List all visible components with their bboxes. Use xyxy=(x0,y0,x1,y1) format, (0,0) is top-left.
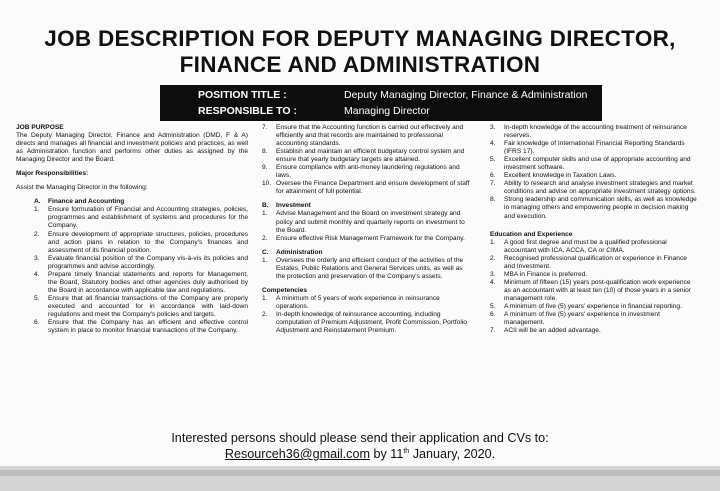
list-item xyxy=(262,210,472,234)
list-item xyxy=(34,206,248,230)
job-purpose-heading: JOB PURPOSE xyxy=(16,124,64,131)
item-number: 9. xyxy=(262,164,268,172)
item-number: 5. xyxy=(34,294,40,302)
item-text: Oversees the orderly and efficient conduct of the activities of the Estates, Public Relations and General Services units, as well as the protection and preservation of the Company's assets. xyxy=(276,256,464,280)
section-letter: B. xyxy=(262,202,269,210)
responsible-to-label: RESPONSIBLE TO : xyxy=(198,105,297,117)
item-text: Ensure that the Company has an efficient and effective control system in place to monitor financial transactions of the Company. xyxy=(48,319,248,335)
application-contact-line xyxy=(0,447,720,461)
item-number: 4. xyxy=(490,140,496,148)
item-number: 7. xyxy=(490,180,496,188)
responsible-to-value: Managing Director xyxy=(344,105,430,117)
item-number: 4. xyxy=(490,278,496,286)
item-number: 2. xyxy=(490,254,496,262)
item-number: 2. xyxy=(262,310,268,318)
page-title-line-1: JOB DESCRIPTION FOR DEPUTY MANAGING DIRECTOR, xyxy=(44,26,676,51)
section-letter: A. xyxy=(34,198,41,206)
list-item xyxy=(262,164,472,180)
list-item xyxy=(490,239,698,255)
finance-list xyxy=(16,206,248,335)
major-responsibilities-heading: Major Responsibilities: xyxy=(16,170,89,178)
item-number: 4. xyxy=(34,270,40,278)
deadline-ordinal: th xyxy=(403,447,410,455)
list-item xyxy=(262,235,472,243)
item-text: Excellent computer skills and use of appropriate accounting and investment software. xyxy=(504,156,691,172)
assist-text: Assist the Managing Director in the following: xyxy=(16,184,148,192)
page-title-line-2: FINANCE AND ADMINISTRATION xyxy=(179,52,541,77)
list-item xyxy=(262,257,472,281)
item-number: 2. xyxy=(34,230,40,238)
list-item xyxy=(262,295,472,311)
item-text: A minimum of five (5) years' experience in financial reporting. xyxy=(504,302,682,310)
list-item xyxy=(490,196,698,220)
list-item xyxy=(490,180,698,196)
deadline-prefix: by 11 xyxy=(369,447,404,461)
list-item xyxy=(34,255,248,271)
item-text: MBA in Finance is preferred. xyxy=(504,270,588,278)
column-left xyxy=(16,124,248,335)
section-title: Investment xyxy=(276,202,311,210)
page-bottom-edge xyxy=(0,466,720,491)
item-number: 5. xyxy=(490,156,496,164)
section-c-heading xyxy=(262,249,472,257)
list-item xyxy=(490,327,698,335)
deadline-date: January, 2020. xyxy=(409,447,496,461)
item-number: 1. xyxy=(262,256,268,264)
item-number: 1. xyxy=(262,294,268,302)
item-number: 3. xyxy=(490,124,496,131)
item-text: Advise Management and the Board on investment strategy and policy and submit monthly and quarterly reports on investment to the Board. xyxy=(276,210,465,234)
item-number: 6. xyxy=(490,172,496,180)
divider xyxy=(0,470,720,476)
list-item xyxy=(262,148,472,164)
list-item xyxy=(490,311,698,327)
section-title: Administration xyxy=(276,248,323,256)
item-text: Ensure formulation of Financial and Accounting strategies, policies, programmes and establishment of systems and procedures for the Company. xyxy=(48,206,248,230)
list-item xyxy=(490,303,698,311)
item-number: 8. xyxy=(490,196,496,204)
item-number: 6. xyxy=(34,319,40,327)
item-text: Oversee the Finance Department and ensure development of staff for attainment of full potential. xyxy=(276,180,470,196)
item-text: Fair knowledge of International Financial Reporting Standards (IFRS 17). xyxy=(504,140,685,156)
section-letter: C. xyxy=(262,248,269,256)
item-text: A good first degree and must be a qualified professional accountant with ICA, ACCA, CA or CIMA. xyxy=(504,238,667,254)
item-text: Ensure that the Accounting function is carried out effectively and efficiently and that records are maintained to professional accounting standards. xyxy=(276,124,464,148)
item-text: A minimum of 5 years of work experience in reinsurance operations. xyxy=(276,294,440,310)
contact-email[interactable]: Resourceh36@gmail.com xyxy=(224,447,370,461)
section-a-heading xyxy=(16,198,248,206)
list-item xyxy=(490,279,698,303)
item-number: 8. xyxy=(262,148,268,156)
list-item xyxy=(262,124,472,148)
job-purpose-text: The Deputy Managing Director, Finance and Administration (DMD, F & A) directs and manages all financial and investment policies and practices, as well as Administration function and performs other duties as assigned by the Managing Director and the Board. xyxy=(16,132,248,164)
item-text: A minimum of five (5) years' experience in investment management. xyxy=(504,311,660,327)
item-text: In-depth knowledge of reinsurance accounting, including computation of Premium Adjustment, Profit Commission, Portfolio Adjustment and Reinstatement Premium. xyxy=(276,310,467,335)
position-title-label: POSITION TITLE : xyxy=(198,89,287,101)
list-item xyxy=(34,231,248,255)
list-item xyxy=(490,271,698,279)
item-text: Ability to research and analyse investment strategies and market conditions and advise on appropriate investment strategy options. xyxy=(504,180,696,196)
list-item xyxy=(34,271,248,295)
item-text: Strong leadership and communication skills, as well as knowledge in managing others and empowering people in decision making and execution. xyxy=(504,196,697,220)
item-text: Evaluate financial position of the Company vis-à-vis its policies and programmes and advise accordingly. xyxy=(48,254,248,270)
column-middle xyxy=(262,124,472,335)
position-banner xyxy=(160,85,602,121)
item-text: Excellent knowledge in Taxation Laws. xyxy=(504,172,617,180)
item-text: In-depth knowledge of the accounting treatment of reinsurance reserves. xyxy=(504,124,687,140)
list-item xyxy=(262,311,472,335)
item-text: Ensure development of appropriate structures, policies, procedures and action plans in relation to the Company's finances and assessment of its financial position. xyxy=(48,230,248,254)
list-item xyxy=(490,172,698,180)
item-number: 3. xyxy=(490,270,496,278)
item-number: 5. xyxy=(490,302,496,310)
item-number: 1. xyxy=(262,210,268,218)
column-right xyxy=(490,124,698,335)
list-item xyxy=(34,295,248,319)
competencies-heading: Competencies xyxy=(262,286,308,294)
position-title-value: Deputy Managing Director, Finance & Administration xyxy=(344,89,588,101)
section-b-heading xyxy=(262,202,472,210)
education-heading: Education and Experience xyxy=(490,230,573,238)
list-item xyxy=(490,255,698,271)
item-number: 7. xyxy=(490,327,496,335)
item-number: 2. xyxy=(262,234,268,242)
item-number: 10. xyxy=(262,180,272,188)
item-text: Ensure compliance with anti-money laundering regulations and laws. xyxy=(276,164,460,180)
item-number: 3. xyxy=(34,254,40,262)
item-text: Prepare timely financial statements and reports for Management, the Board, Statutory bodies and other agencies duly authorised by the Board in accordance with applicable law and regulations. xyxy=(48,270,248,294)
list-item xyxy=(490,156,698,172)
item-text: Recognised professional qualification or experience in Finance and Investment. xyxy=(504,254,687,270)
list-item xyxy=(262,180,472,196)
section-title: Finance and Accounting xyxy=(48,198,125,206)
item-text: Establish and maintain an efficient budgetary control system and ensure that yearly budgetary targets are attained. xyxy=(276,148,465,164)
item-number: 6. xyxy=(490,311,496,319)
item-text: Ensure that all financial transactions of the Company are properly executed and accounted for in accordance with laid-down regulations and meet the Company's policies and targets. xyxy=(48,294,248,318)
list-item xyxy=(490,124,698,140)
item-number: 7. xyxy=(262,124,268,131)
application-instructions: Interested persons should please send their application and CVs to: xyxy=(171,431,549,445)
list-item xyxy=(34,319,248,335)
item-text: Ensure effective Risk Management Framework for the Company. xyxy=(276,234,465,242)
item-number: 1. xyxy=(490,238,496,246)
item-number: 1. xyxy=(34,206,40,214)
item-text: Minimum of fifteen (15) years post-qualification work experience as an accountant with at least ten (10) of those years in a senior management role. xyxy=(504,278,691,302)
item-text: ACII will be an added advantage. xyxy=(504,327,601,335)
list-item xyxy=(490,140,698,156)
